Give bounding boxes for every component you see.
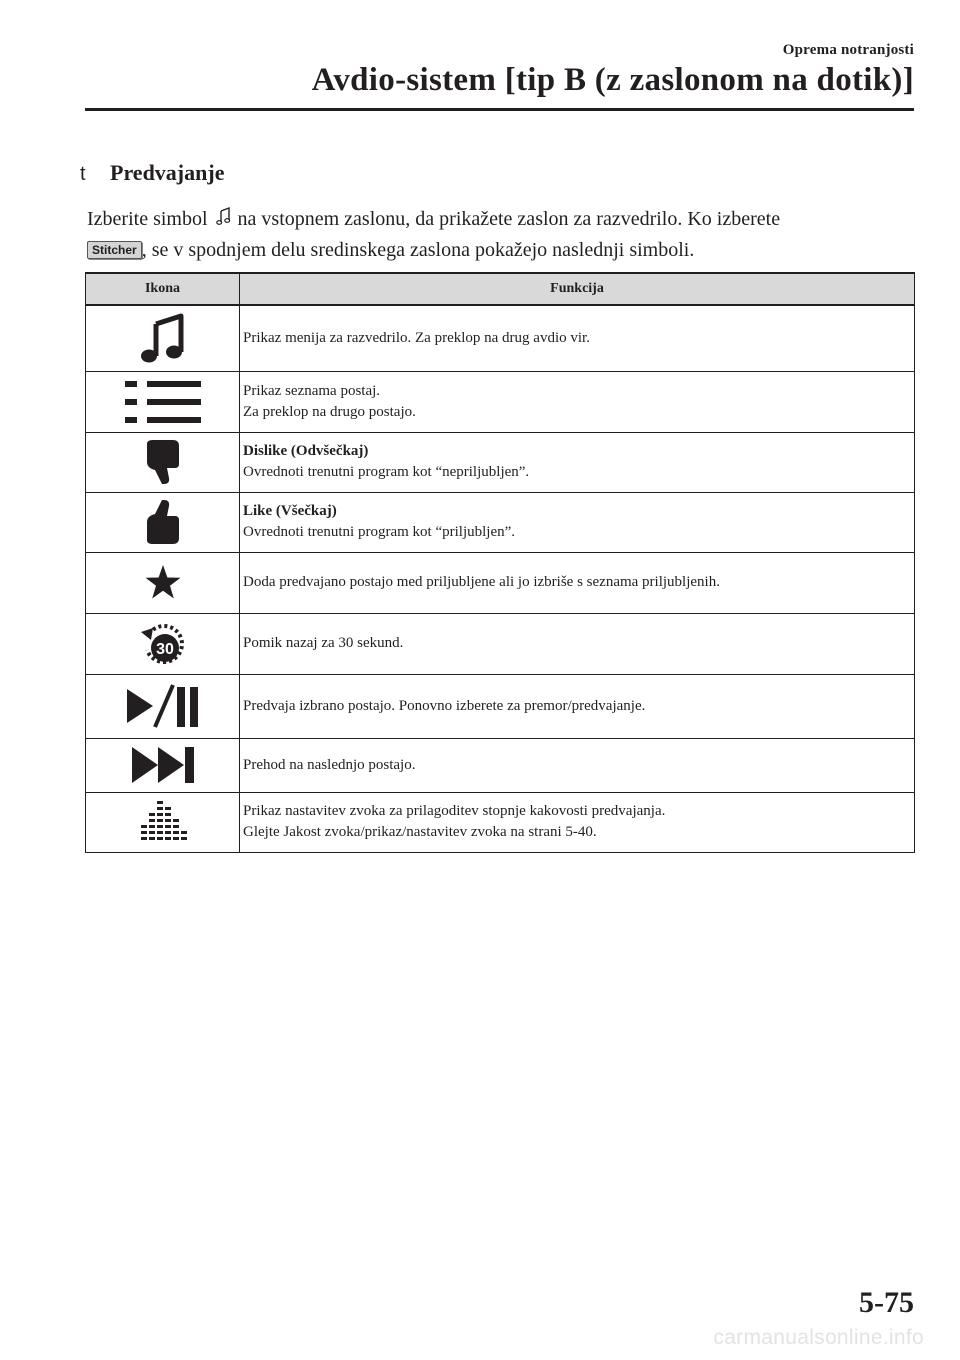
table-row — [86, 432, 915, 492]
function-title: Dislike (Odvšečkaj) — [243, 443, 369, 459]
function-title: Like (Všečkaj) — [243, 503, 337, 519]
icon-cell — [86, 674, 240, 738]
icon-cell — [86, 305, 240, 371]
table-header-row — [86, 273, 915, 305]
icon-cell — [86, 371, 240, 432]
intro-paragraph — [87, 204, 917, 266]
page-number: 5-75 — [859, 1286, 914, 1319]
section-bullet: t — [80, 163, 86, 185]
function-line: Pomik nazaj za 30 sekund. — [243, 635, 404, 651]
intro-text-1: Izberite simbol — [87, 208, 208, 230]
icon-cell — [86, 492, 240, 552]
table-row — [86, 738, 915, 792]
music-note-icon — [139, 312, 187, 364]
function-cell — [240, 738, 915, 792]
function-line: Prikaz menija za razvedrilo. Za preklop na drug avdio vir. — [243, 329, 590, 346]
music-note-icon — [215, 207, 231, 227]
function-cell — [240, 432, 915, 492]
table-row — [86, 492, 915, 552]
header-function-column: Funkcija — [240, 273, 915, 305]
table-row — [86, 371, 915, 432]
function-cell — [240, 552, 915, 613]
table-row — [86, 552, 915, 613]
function-line: Prehod na naslednjo postajo. — [243, 756, 416, 773]
list-icon — [123, 379, 203, 425]
intro-text-3: , se v spodnjem delu sredinskega zaslona pokažejo naslednji simboli. — [141, 239, 695, 261]
function-line: Prikaz seznama postaj. — [243, 382, 381, 399]
rewind-30-icon — [139, 620, 187, 668]
section-heading — [80, 160, 224, 186]
header-rule — [85, 108, 914, 111]
equalizer-icon — [135, 799, 191, 845]
header-icon-column: Ikona — [86, 273, 240, 305]
icon-cell — [86, 432, 240, 492]
skip-next-icon — [130, 745, 196, 785]
function-cell — [240, 492, 915, 552]
table-row — [86, 613, 915, 674]
table-row — [86, 792, 915, 852]
section-label: Oprema notranjosti — [782, 42, 914, 58]
function-line: Ovrednoti trenutni program kot “priljubljen”. — [243, 524, 516, 540]
function-cell — [240, 305, 915, 371]
function-line: Prikaz nastavitev zvoka za prilagoditev stopnje kakovosti predvajanja. — [243, 803, 666, 819]
function-line: Doda predvajano postajo med priljubljene ali jo izbriše s seznama priljubljenih. — [243, 574, 720, 590]
section-title: Predvajanje — [110, 160, 225, 185]
function-line: Glejte Jakost zvoka/prikaz/nastavitev zvoka na strani 5-40. — [243, 824, 597, 840]
play-pause-icon — [125, 683, 201, 729]
intro-text-2: na vstopnem zaslonu, da prikažete zaslon za razvedrilo. Ko izberete — [237, 208, 781, 230]
stitcher-button-label: Stitcher — [87, 241, 142, 259]
thumbs-down-icon — [143, 438, 183, 486]
function-cell — [240, 792, 915, 852]
icon-function-table — [85, 272, 915, 853]
function-cell — [240, 371, 915, 432]
table-row — [86, 305, 915, 371]
function-line: Za preklop na drugo postajo. — [243, 403, 416, 420]
star-icon — [144, 564, 182, 602]
icon-cell — [86, 613, 240, 674]
rewind-30-text: 30 — [155, 640, 174, 658]
table-row — [86, 674, 915, 738]
function-cell — [240, 674, 915, 738]
function-line: Predvaja izbrano postajo. Ponovno izberete za premor/predvajanje. — [243, 697, 646, 714]
function-cell — [240, 613, 915, 674]
icon-cell — [86, 552, 240, 613]
chapter-title: Avdio-sistem [tip B (z zaslonom na dotik)] — [311, 62, 914, 98]
thumbs-up-icon — [143, 498, 183, 546]
icon-cell — [86, 738, 240, 792]
function-line: Ovrednoti trenutni program kot “nepriljubljen”. — [243, 464, 530, 480]
watermark: carmanualsonline.info — [713, 1326, 924, 1349]
icon-cell — [86, 792, 240, 852]
